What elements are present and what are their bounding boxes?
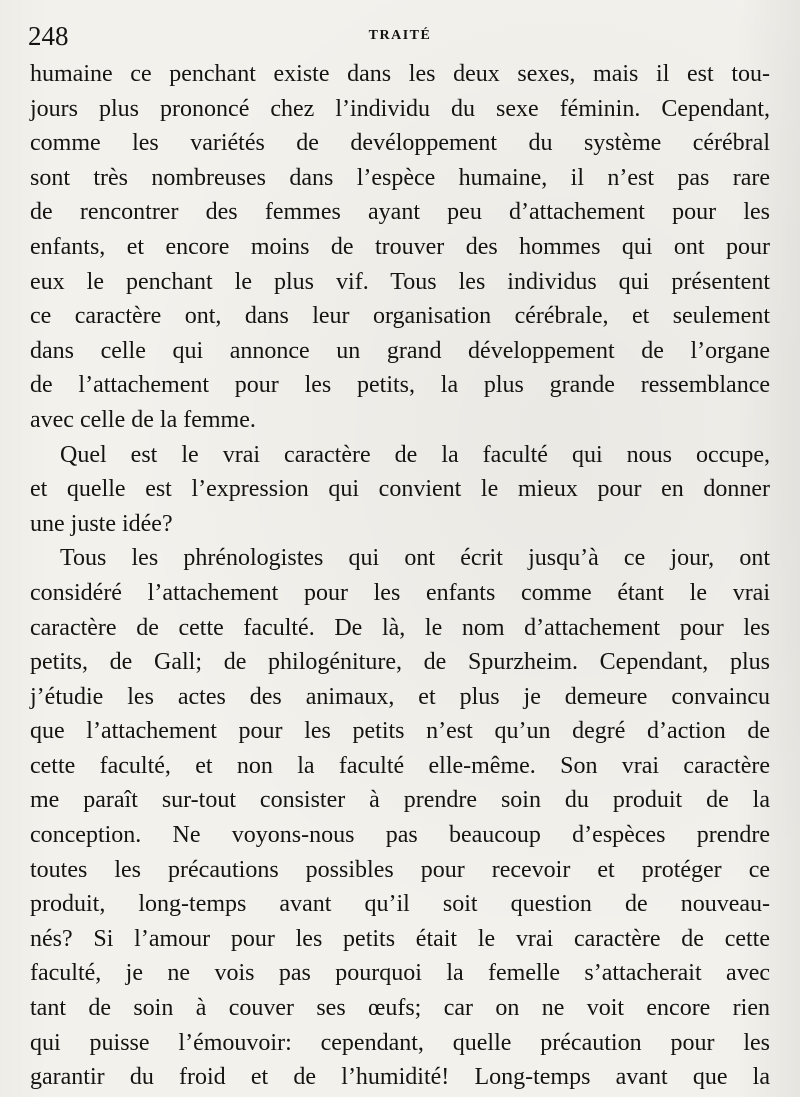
- paragraph-3: [30, 541, 770, 1095]
- text-line: caractère de cette faculté. De là, le nom d’attachement pour les: [30, 614, 770, 641]
- text-line: cette faculté, et non la faculté elle-même. Son vrai caractère: [30, 752, 770, 779]
- text-line: de l’attachement pour les petits, la plus grande ressemblance: [30, 372, 770, 399]
- page-header: [28, 20, 772, 52]
- text-line: de rencontrer des femmes ayant peu d’attachement pour les: [30, 199, 770, 226]
- paragraph-1: [30, 57, 770, 438]
- text-line: considéré l’attachement pour les enfants comme étant le vrai: [30, 579, 770, 606]
- text-line: tant de soin à couver ses œufs; car on ne voit encore rien: [30, 995, 770, 1022]
- text-line: humaine ce penchant existe dans les deux sexes, mais il est tou-: [30, 61, 770, 87]
- text-line: sont très nombreuses dans l’espèce humaine, il n’est pas rare: [30, 164, 770, 191]
- page-number: 248: [28, 21, 69, 51]
- text-line: j’étudie les actes des animaux, et plus je demeure convaincu: [30, 683, 770, 710]
- running-head: TRAITÉ: [368, 28, 432, 43]
- text-line: me paraît sur-tout consister à prendre soin du produit de la: [30, 787, 770, 814]
- text-line: jours plus prononcé chez l’individu du sexe féminin. Cependant,: [30, 95, 770, 122]
- text-line: conception. Ne voyons-nous pas beaucoup d’espèces prendre: [30, 822, 770, 849]
- text-line: que l’attachement pour les petits n’est qu’un degré d’action de: [30, 718, 770, 745]
- text-line: une juste idée?: [30, 510, 173, 537]
- text-line: Tous les phrénologistes qui ont écrit jusqu’à ce jour, ont: [60, 545, 770, 572]
- text-line: garantir du froid et de l’humidité! Long-temps avant que la: [30, 1064, 770, 1091]
- body-text: [30, 57, 770, 1095]
- text-line: petits, de Gall; de philogéniture, de Spurzheim. Cependant, plus: [30, 649, 770, 676]
- paragraph-2: [30, 438, 770, 542]
- text-line: comme les variétés de devéloppement du système cérébral: [30, 130, 770, 157]
- text-line: toutes les précautions possibles pour recevoir et protéger ce: [30, 856, 770, 883]
- text-line: et quelle est l’expression qui convient le mieux pour en donner: [30, 476, 770, 503]
- text-line: Quel est le vrai caractère de la faculté qui nous occupe,: [60, 441, 770, 468]
- text-line: nés? Si l’amour pour les petits était le vrai caractère de cette: [30, 925, 770, 952]
- text-line: qui puisse l’émouvoir: cependant, quelle précaution pour les: [30, 1029, 770, 1056]
- text-line: ce caractère ont, dans leur organisation cérébrale, et seulement: [30, 303, 770, 330]
- text-line: enfants, et encore moins de trouver des hommes qui ont pour: [30, 233, 770, 260]
- text-line: avec celle de la femme.: [30, 406, 256, 433]
- text-line: eux le penchant le plus vif. Tous les individus qui présentent: [30, 268, 770, 295]
- text-line: dans celle qui annonce un grand développement de l’organe: [30, 337, 770, 364]
- text-line: faculté, je ne vois pas pourquoi la femelle s’attacherait avec: [30, 960, 770, 987]
- text-line: produit, long-temps avant qu’il soit question de nouveau-: [30, 891, 770, 918]
